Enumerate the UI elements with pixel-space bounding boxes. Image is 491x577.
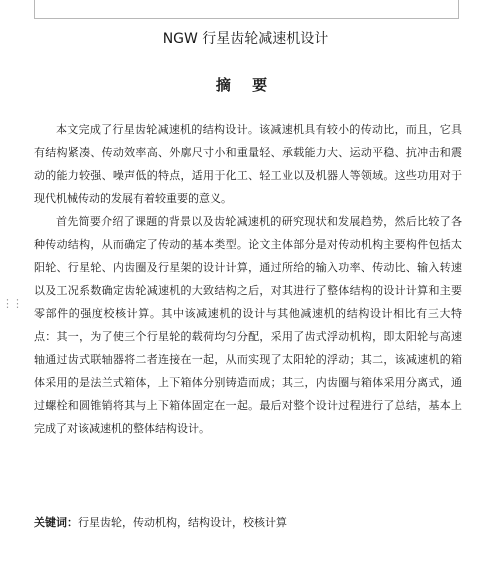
- abstract-heading: 摘 要: [215, 76, 276, 94]
- drag-handle-icon[interactable]: ⋮⋮: [2, 297, 22, 310]
- abstract-body: [34, 118, 462, 440]
- keywords-line: [34, 514, 462, 532]
- page-top-rule: [34, 18, 459, 19]
- abstract-paragraph-2: 首先简要介绍了课题的背景以及齿轮减速机的研究现状和发展趋势，然后比较了各种传动结构，从而确定了传动的基本类型。论文主体部分是对传动机构主要构件包括太阳轮、行星轮、内齿圈及行星架的设计计算，通过所给的输入功率、传动比、输入转速以及工况系数确定齿轮减速机的大致结构之后，对其进行了整体结构的设计计算和主要零部件的强度校核计算。其中该减速机的设计与其他减速机的结构设计相比有三大特点：其一，为了使三个行星轮的载荷均匀分配，采用了齿式浮动机构，即太阳轮与高速轴通过齿式联轴器将二者连接在一起，从而实现了太阳轮的浮动；其二，该减速机的箱体采用的是法兰式箱体，上下箱体分别铸造而成；其三，内齿圈与箱体采用分离式，通过螺栓和圆锥销将其与上下箱体固定在一起。最后对整个设计过程进行了总结，基本上完成了对该减速机的整体结构设计。: [34, 215, 462, 435]
- keywords-text: 行星齿轮，传动机构，结构设计，校核计算: [78, 516, 287, 529]
- keywords-label: 关键词：: [34, 516, 78, 529]
- page-corner-mark-left: [34, 0, 35, 18]
- abstract-paragraph-1: 本文完成了行星齿轮减速机的结构设计。该减速机具有较小的传动比，而且，它具有结构紧凑、传动效率高、外廓尺寸小和重量轻、承载能力大、运动平稳、抗冲击和震动的能力较强、噪声低的特点，适用于化工、轻工业以及机器人等领域。这些功用对于现代机械传动的发展有着较重要的意义。: [34, 123, 462, 205]
- page-corner-mark-right: [458, 0, 459, 18]
- document-title: NGW 行星齿轮减速机设计: [162, 31, 329, 47]
